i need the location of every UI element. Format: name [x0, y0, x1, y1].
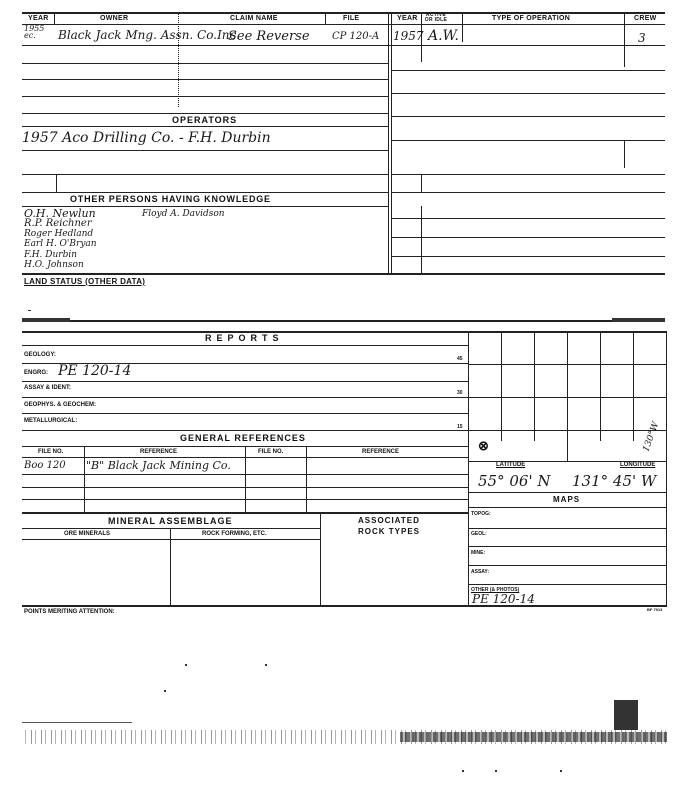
other-persons-title: OTHER PERSONS HAVING KNOWLEDGE: [70, 194, 271, 204]
gr-header-reference-2: REFERENCE: [362, 449, 400, 455]
rock-forming-header: ROCK FORMING, ETC.: [202, 531, 267, 537]
header-year: YEAR: [28, 15, 49, 22]
maps-geol-label: GEOL:: [471, 531, 487, 537]
longitude-value: 131° 45' W: [572, 472, 657, 490]
land-status-label: LAND STATUS (OTHER DATA): [24, 277, 146, 286]
header-active-or-idle: ACTIVE OR IDLE: [424, 12, 448, 23]
longitude-label: LONGITUDE: [620, 462, 656, 468]
header-year-2: YEAR: [397, 15, 418, 22]
header-owner: OWNER: [100, 15, 129, 22]
operators-entry: 1957 Aco Drilling Co. - F.H. Durbin: [22, 130, 271, 146]
reports-geology-label: GEOLOGY:: [24, 352, 56, 358]
maps-other-value: PE 120-14: [472, 592, 535, 606]
maps-assay-label: ASSAY:: [471, 569, 490, 575]
associated-line-2: ROCK TYPES: [358, 527, 421, 536]
header-claim-name: CLAIM NAME: [230, 15, 278, 22]
reports-num-30: 30: [457, 390, 463, 396]
header-crew: CREW: [634, 15, 657, 22]
grid-corner-label: 130°W: [641, 420, 662, 454]
maps-topog-label: TOPOG:: [471, 511, 491, 517]
form-number: BF 7913: [647, 607, 663, 612]
gr-row1-file-no: Boo 120: [24, 460, 66, 471]
row1-file: CP 120-A: [332, 31, 380, 42]
reports-assay-label: ASSAY & IDENT:: [24, 385, 72, 391]
person-name-2: R.P. Reichner: [24, 218, 92, 229]
person-name-1: O.H. Newlun: [24, 207, 96, 220]
maps-mine-label: MINE:: [471, 550, 486, 556]
reports-engrg-label: ENGRG:: [24, 370, 48, 376]
row1-year-2: 1957: [393, 29, 424, 43]
person-name-5: F.H. Durbin: [24, 250, 78, 260]
latitude-label: LATITUDE: [496, 462, 526, 468]
gr-header-file-no-1: FILE NO.: [38, 449, 64, 455]
person-name-extra: Floyd A. Davidson: [142, 209, 225, 219]
reports-num-15: 15: [457, 424, 463, 430]
reports-geophys-label: GEOPHYS. & GEOCHEM:: [24, 402, 97, 408]
person-name-4: Earl H. O'Bryan: [24, 239, 97, 249]
reports-title: REPORTS: [205, 333, 284, 343]
general-references-title: GENERAL REFERENCES: [180, 433, 306, 443]
points-meriting-attention: POINTS MERITING ATTENTION:: [24, 609, 115, 615]
gr-header-reference-1: REFERENCE: [140, 449, 178, 455]
reports-num-45: 45: [457, 356, 463, 362]
gr-row1-reference: "B" Black Jack Mining Co.: [86, 459, 231, 472]
mineral-assemblage-title: MINERAL ASSEMBLAGE: [108, 516, 233, 526]
reports-metallurgical-label: METALLURGICAL:: [24, 418, 78, 424]
header-file: FILE: [343, 15, 360, 22]
row1-crew: 3: [638, 31, 646, 45]
maps-other-label: OTHER (& PHOTOS): [471, 587, 520, 593]
gr-header-file-no-2: FILE NO.: [258, 449, 284, 455]
maps-title: MAPS: [553, 495, 581, 504]
person-name-6: H.O. Johnson: [24, 260, 84, 270]
row1-year: 1955 ec.: [24, 24, 45, 40]
associated-line-1: ASSOCIATED: [358, 516, 420, 525]
row1-claim-name: See Reverse: [228, 29, 310, 44]
row1-active: A.W.: [428, 28, 459, 44]
person-name-3: Roger Hedland: [24, 229, 94, 239]
row1-owner: Black Jack Mng. Assn. Co.Inc.: [58, 28, 241, 42]
latitude-value: 55° 06' N: [478, 472, 551, 490]
header-type-of-operation: TYPE OF OPERATION: [492, 15, 571, 22]
ore-minerals-header: ORE MINERALS: [64, 531, 111, 537]
reports-engrg-value: PE 120-14: [58, 363, 132, 379]
operators-title: OPERATORS: [172, 115, 238, 125]
survey-symbol-icon: ⊗: [478, 438, 489, 453]
